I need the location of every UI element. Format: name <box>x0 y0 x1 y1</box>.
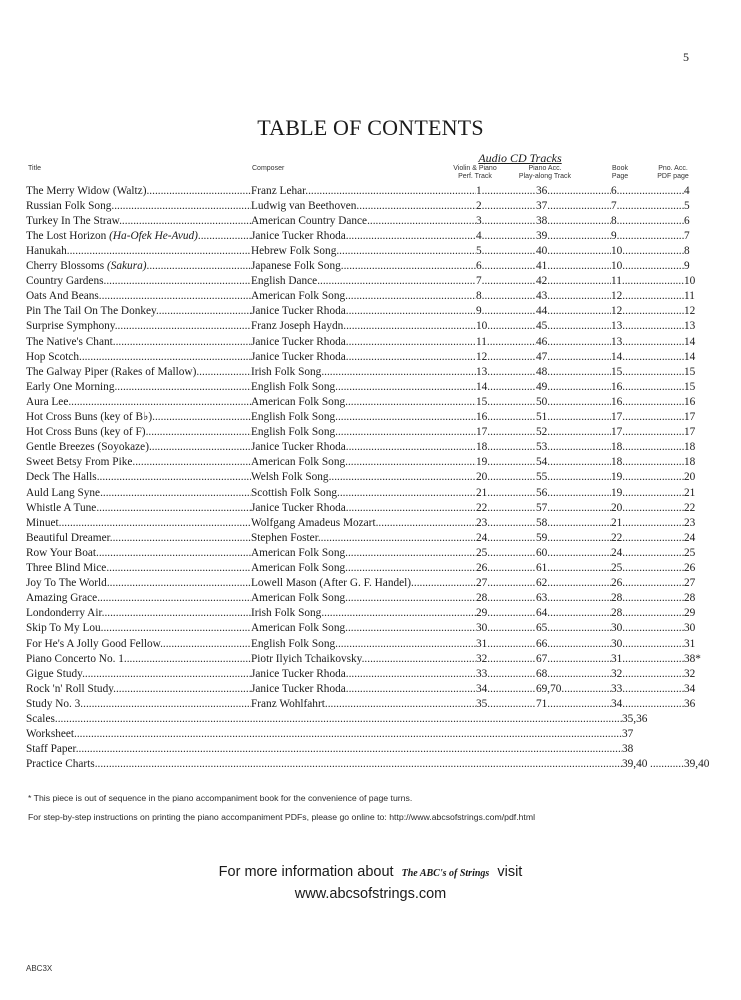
toc-row <box>0 516 741 531</box>
entry-pdf-page: 9 <box>684 260 690 272</box>
entry-perf-track: 8 ..... <box>476 289 536 304</box>
entry-perf-track: 16 ..... <box>476 410 536 425</box>
entry-title: Russian Folk Song ..... <box>26 199 251 214</box>
entry-title: The Native's Chant ..... <box>26 335 251 350</box>
extra-book-page: 39,40 <box>622 758 648 771</box>
entry-playalong-track: 62 ..... <box>536 576 611 591</box>
toc-row <box>0 410 741 425</box>
entry-composer: Janice Tucker Rhoda ..... <box>251 304 476 319</box>
entry-pdf-page: 6 <box>684 214 690 227</box>
toc-row <box>0 546 741 561</box>
entry-composer: Lowell Mason (After G. F. Handel) ..... <box>251 576 476 591</box>
footnote-pdf-instructions: For step-by-step instructions on printing the piano accompaniment PDFs, please go online to: http://www.abcsofstrings.com/pdf.html <box>28 812 536 822</box>
entry-playalong-track: 44 ..... <box>536 304 611 319</box>
toc-row <box>0 319 741 334</box>
entry-playalong-track: 51 ..... <box>536 410 611 425</box>
entry-composer: Franz Joseph Haydn ..... <box>251 319 476 334</box>
extra-title: Staff Paper ..... <box>26 742 622 757</box>
entry-title: Hop Scotch ..... <box>26 350 251 365</box>
entry-perf-track: 32 ..... <box>476 652 536 667</box>
entry-pdf-page: 38* <box>684 652 701 665</box>
column-header-perf-line1: Violin & Piano <box>453 165 497 172</box>
entry-perf-track: 5 ..... <box>476 244 536 259</box>
entry-title: Auld Lang Syne ..... <box>26 486 251 501</box>
entry-book-page: 11 ..... <box>611 274 684 289</box>
toc-row-extra <box>0 712 741 727</box>
entry-playalong-track: 38 ..... <box>536 214 611 229</box>
entry-title: Oats And Beans ..... <box>26 289 251 304</box>
more-info-line <box>0 862 741 884</box>
entry-playalong-track: 48 ..... <box>536 365 611 380</box>
column-header-pdf-line2: PDF page <box>657 173 689 180</box>
entry-perf-track: 22 ..... <box>476 501 536 516</box>
entry-book-page: 9 ..... <box>611 229 684 244</box>
entry-title: Skip To My Lou ..... <box>26 621 251 636</box>
entry-title: Deck The Halls ..... <box>26 470 251 485</box>
entry-title: Cherry Blossoms (Sakura) ..... <box>26 259 251 274</box>
column-header-book-line1: Book <box>612 165 628 172</box>
entry-pdf-page: 5 <box>684 199 690 212</box>
toc-row <box>0 214 741 229</box>
column-header-playalong-line1: Piano Acc. <box>528 165 562 172</box>
entry-playalong-track: 39 ..... <box>536 229 611 244</box>
entry-book-page: 32 ..... <box>611 667 684 682</box>
extra-title: Scales ..... <box>26 712 622 727</box>
column-header-pdf-page <box>650 165 696 181</box>
entry-pdf-page: 31 <box>684 637 696 650</box>
entry-perf-track: 13 ..... <box>476 365 536 380</box>
entry-book-page: 17 ..... <box>611 425 684 440</box>
toc-row <box>0 470 741 485</box>
column-header-book-line2: Page <box>611 173 629 180</box>
entry-playalong-track: 69,70 ..... <box>536 682 611 697</box>
column-header-book-page <box>598 165 642 181</box>
entry-pdf-page: 15 <box>684 380 696 393</box>
toc-row <box>0 652 741 667</box>
entry-title: Joy To The World ..... <box>26 576 251 591</box>
entry-book-page: 26 ..... <box>611 576 684 591</box>
entry-perf-track: 11 ..... <box>476 335 536 350</box>
entry-book-page: 19 ..... <box>611 486 684 501</box>
entry-title: Pin The Tail On The Donkey ..... <box>26 304 251 319</box>
entry-pdf-page: 16 <box>684 395 696 408</box>
toc-row <box>0 682 741 697</box>
entry-composer: American Folk Song ..... <box>251 591 476 606</box>
toc-row <box>0 425 741 440</box>
entry-book-page: 8 ..... <box>611 214 684 229</box>
entry-title: Surprise Symphony ..... <box>26 319 251 334</box>
entry-composer: Franz Lehar ..... <box>251 184 476 199</box>
entry-book-page: 13 ..... <box>611 319 684 334</box>
toc-row <box>0 621 741 636</box>
entry-perf-track: 6 ..... <box>476 259 536 274</box>
entry-composer: Janice Tucker Rhoda ..... <box>251 682 476 697</box>
entry-title: Hot Cross Buns (key of F) ..... <box>26 425 251 440</box>
toc-row <box>0 289 741 304</box>
entry-perf-track: 23 ..... <box>476 516 536 531</box>
entry-book-page: 34 ..... <box>611 697 684 712</box>
extra-pdf-leader <box>650 757 684 772</box>
entry-book-page: 21 ..... <box>611 516 684 531</box>
entry-pdf-page: 15 <box>684 365 696 378</box>
toc-row <box>0 455 741 470</box>
entry-pdf-page: 18 <box>684 456 696 469</box>
toc-row <box>0 199 741 214</box>
toc-row <box>0 274 741 289</box>
extra-book-page: 37 <box>622 728 634 741</box>
entry-composer: American Country Dance ..... <box>251 214 476 229</box>
entry-playalong-track: 52 ..... <box>536 425 611 440</box>
toc-row <box>0 259 741 274</box>
column-header-playalong-line2: Play-along Track <box>518 173 572 180</box>
entry-book-page: 28 ..... <box>611 606 684 621</box>
entry-pdf-page: 21 <box>684 486 696 499</box>
column-header-perf-track <box>440 165 510 181</box>
entry-perf-track: 31 ..... <box>476 637 536 652</box>
entry-playalong-track: 60 ..... <box>536 546 611 561</box>
entry-perf-track: 34 ..... <box>476 682 536 697</box>
toc-row <box>0 244 741 259</box>
entry-pdf-page: 13 <box>684 320 696 333</box>
entry-book-page: 30 ..... <box>611 637 684 652</box>
toc-row <box>0 335 741 350</box>
entry-title: The Lost Horizon (Ha-Ofek He-Avud) ..... <box>26 229 251 244</box>
entry-book-page: 28 ..... <box>611 591 684 606</box>
toc-row <box>0 229 741 244</box>
entry-composer: Franz Wohlfahrt ..... <box>251 697 476 712</box>
entry-title: The Galway Piper (Rakes of Mallow) ..... <box>26 365 251 380</box>
entry-pdf-page: 29 <box>684 607 696 620</box>
entry-perf-track: 10 ..... <box>476 319 536 334</box>
entry-pdf-page: 36 <box>684 697 696 710</box>
entry-perf-track: 27 ..... <box>476 576 536 591</box>
entry-perf-track: 3 ..... <box>476 214 536 229</box>
entry-perf-track: 9 ..... <box>476 304 536 319</box>
entry-composer: Piotr Ilyich Tchaikovsky ..... <box>251 652 476 667</box>
entry-pdf-page: 25 <box>684 546 696 559</box>
entry-composer: Stephen Foster ..... <box>251 531 476 546</box>
entry-pdf-page: 23 <box>684 516 696 529</box>
entry-pdf-page: 11 <box>684 290 695 303</box>
column-header-title <box>28 165 41 173</box>
more-info-suffix: visit <box>497 864 523 880</box>
entry-book-page: 16 ..... <box>611 380 684 395</box>
entry-perf-track: 25 ..... <box>476 546 536 561</box>
entry-perf-track: 15 ..... <box>476 395 536 410</box>
column-header-composer <box>252 165 284 173</box>
entry-book-page: 7 ..... <box>611 199 684 214</box>
entry-pdf-page: 17 <box>684 411 696 423</box>
toc-row <box>0 184 741 199</box>
toc-row <box>0 697 741 712</box>
entry-composer: Wolfgang Amadeus Mozart ..... <box>251 516 476 531</box>
toc-row <box>0 576 741 591</box>
toc-row-extra <box>0 742 741 757</box>
extra-book-page: 35,36 <box>622 713 648 725</box>
entry-pdf-page: 10 <box>684 275 696 288</box>
entry-title: Early One Morning ..... <box>26 380 251 395</box>
entry-composer: American Folk Song ..... <box>251 395 476 410</box>
toc-row <box>0 395 741 410</box>
entry-book-page: 33 ..... <box>611 682 684 697</box>
entry-pdf-page: 26 <box>684 562 696 574</box>
entry-title: Londonderry Air ..... <box>26 606 251 621</box>
entry-playalong-track: 50 ..... <box>536 395 611 410</box>
entry-composer: English Folk Song ..... <box>251 425 476 440</box>
entry-composer: Welsh Folk Song ..... <box>251 470 476 485</box>
entry-pdf-page: 18 <box>684 441 696 454</box>
entry-perf-track: 24 ..... <box>476 531 536 546</box>
entry-playalong-track: 65 ..... <box>536 621 611 636</box>
entry-playalong-track: 45 ..... <box>536 319 611 334</box>
entry-title: Gigue Study ..... <box>26 667 251 682</box>
extra-title: Worksheet ..... <box>26 727 622 742</box>
entry-book-page: 22 ..... <box>611 531 684 546</box>
toc-row <box>0 365 741 380</box>
entry-title: Row Your Boat ..... <box>26 546 251 561</box>
entry-book-page: 10 ..... <box>611 259 684 274</box>
entry-title: Turkey In The Straw ..... <box>26 214 251 229</box>
entry-perf-track: 30 ..... <box>476 621 536 636</box>
entry-title: Piano Concerto No. 1 ..... <box>26 652 251 667</box>
column-header-title-text: Title <box>28 165 41 172</box>
entry-pdf-page: 32 <box>684 667 696 680</box>
entry-playalong-track: 42 ..... <box>536 274 611 289</box>
entry-perf-track: 4 ..... <box>476 229 536 244</box>
entry-pdf-page: 8 <box>684 244 690 257</box>
entry-playalong-track: 41 ..... <box>536 259 611 274</box>
entry-composer: Janice Tucker Rhoda ..... <box>251 440 476 455</box>
entry-book-page: 31 ..... <box>611 652 684 667</box>
entry-book-page: 13 ..... <box>611 335 684 350</box>
toc-row <box>0 350 741 365</box>
entry-playalong-track: 54 ..... <box>536 455 611 470</box>
entry-composer: English Folk Song ..... <box>251 410 476 425</box>
column-header-perf-line2: Perf. Track <box>458 173 492 180</box>
entry-perf-track: 35 ..... <box>476 697 536 712</box>
extra-title: Practice Charts ..... <box>26 757 622 772</box>
entry-title: Whistle A Tune ..... <box>26 501 251 516</box>
entry-composer: English Dance ..... <box>251 274 476 289</box>
entry-book-page: 18 ..... <box>611 455 684 470</box>
entry-composer: Janice Tucker Rhoda ..... <box>251 667 476 682</box>
entry-playalong-track: 67 ..... <box>536 652 611 667</box>
toc-row <box>0 591 741 606</box>
entry-composer: Scottish Folk Song ..... <box>251 486 476 501</box>
footnote-asterisk: * This piece is out of sequence in the piano accompaniment book for the convenience of page turns. <box>28 793 413 803</box>
entry-composer: Janice Tucker Rhoda ..... <box>251 350 476 365</box>
entry-perf-track: 7 ..... <box>476 274 536 289</box>
entry-playalong-track: 46 ..... <box>536 335 611 350</box>
toc-row <box>0 667 741 682</box>
entry-pdf-page: 14 <box>684 350 696 363</box>
entry-pdf-page: 28 <box>684 592 696 605</box>
entry-book-page: 30 ..... <box>611 621 684 636</box>
entry-book-page: 12 ..... <box>611 304 684 319</box>
entry-title: The Merry Widow (Waltz) ..... <box>26 184 251 199</box>
entry-book-page: 20 ..... <box>611 501 684 516</box>
entry-book-page: 10 ..... <box>611 244 684 259</box>
more-info-prefix: For more information about <box>218 864 394 880</box>
entry-book-page: 24 ..... <box>611 546 684 561</box>
entry-playalong-track: 36 ..... <box>536 184 611 199</box>
entry-composer: Janice Tucker Rhoda ..... <box>251 335 476 350</box>
entry-perf-track: 33 ..... <box>476 667 536 682</box>
toc-row <box>0 440 741 455</box>
entry-pdf-page: 4 <box>684 184 690 197</box>
entry-perf-track: 2 ..... <box>476 199 536 214</box>
entry-title: Aura Lee ..... <box>26 395 251 410</box>
entry-title: Study No. 3 ..... <box>26 697 251 712</box>
toc-row <box>0 606 741 621</box>
entry-playalong-track: 66 ..... <box>536 637 611 652</box>
entry-playalong-track: 61 ..... <box>536 561 611 576</box>
website-url[interactable]: www.abcsofstrings.com <box>294 886 447 902</box>
entry-composer: American Folk Song ..... <box>251 546 476 561</box>
page-number: 5 <box>683 50 689 64</box>
entry-book-page: 19 ..... <box>611 470 684 485</box>
entry-playalong-track: 63 ..... <box>536 591 611 606</box>
entry-pdf-page: 27 <box>684 577 696 590</box>
entry-playalong-track: 49 ..... <box>536 380 611 395</box>
entry-perf-track: 12 ..... <box>476 350 536 365</box>
entry-book-page: 25 ..... <box>611 561 684 576</box>
entry-playalong-track: 43 ..... <box>536 289 611 304</box>
extra-book-page: 38 <box>622 743 634 756</box>
toc-row <box>0 304 741 319</box>
toc-row <box>0 486 741 501</box>
entry-pdf-page: 7 <box>684 229 690 242</box>
entry-pdf-page: 30 <box>684 622 696 635</box>
column-header-pdf-line1: Pno. Acc. <box>658 165 688 172</box>
entry-perf-track: 21 ..... <box>476 486 536 501</box>
entry-title: Three Blind Mice ..... <box>26 561 251 576</box>
entry-composer: Hebrew Folk Song ..... <box>251 244 476 259</box>
entry-composer: American Folk Song ..... <box>251 455 476 470</box>
entry-title: For He's A Jolly Good Fellow ..... <box>26 637 251 652</box>
toc-row-extra <box>0 727 741 742</box>
entry-title: Amazing Grace ..... <box>26 591 251 606</box>
entry-title: Minuet ..... <box>26 516 251 531</box>
entry-playalong-track: 37 ..... <box>536 199 611 214</box>
entry-pdf-page: 20 <box>684 471 696 484</box>
column-header-composer-text: Composer <box>252 165 285 172</box>
entry-composer: American Folk Song ..... <box>251 289 476 304</box>
entry-title-foreign: (Sakura) <box>106 260 147 272</box>
entry-playalong-track: 64 ..... <box>536 606 611 621</box>
entry-composer: English Folk Song ..... <box>251 637 476 652</box>
entry-book-page: 16 ..... <box>611 395 684 410</box>
entry-perf-track: 29 ..... <box>476 606 536 621</box>
entry-playalong-track: 59 ..... <box>536 531 611 546</box>
toc-row <box>0 380 741 395</box>
entry-playalong-track: 56 ..... <box>536 486 611 501</box>
entry-composer: Irish Folk Song ..... <box>251 365 476 380</box>
entry-perf-track: 1 ..... <box>476 184 536 199</box>
brand-logo-text: The ABC's of Strings <box>401 868 490 879</box>
entry-perf-track: 17 ..... <box>476 425 536 440</box>
entry-composer: English Folk Song ..... <box>251 380 476 395</box>
entry-perf-track: 26 ..... <box>476 561 536 576</box>
entry-playalong-track: 47 ..... <box>536 350 611 365</box>
entry-pdf-page: 14 <box>684 335 696 348</box>
entry-title: Country Gardens ..... <box>26 274 251 289</box>
entry-playalong-track: 58 ..... <box>536 516 611 531</box>
entry-book-page: 12 ..... <box>611 289 684 304</box>
entry-title: Beautiful Dreamer ..... <box>26 531 251 546</box>
entry-playalong-track: 71 ..... <box>536 697 611 712</box>
entry-perf-track: 28 ..... <box>476 591 536 606</box>
page-title: TABLE OF CONTENTS <box>257 115 484 140</box>
entry-title-foreign: (Ha-Ofek He-Avud) <box>109 229 198 242</box>
entry-playalong-track: 55 ..... <box>536 470 611 485</box>
entry-composer: American Folk Song ..... <box>251 621 476 636</box>
entry-playalong-track: 40 ..... <box>536 244 611 259</box>
entry-playalong-track: 68 ..... <box>536 667 611 682</box>
toc-row <box>0 637 741 652</box>
entry-composer: Irish Folk Song ..... <box>251 606 476 621</box>
entry-book-page: 17 ..... <box>611 410 684 425</box>
toc-row <box>0 561 741 576</box>
entry-composer: Ludwig van Beethoven ..... <box>251 199 476 214</box>
entry-perf-track: 18 ..... <box>476 440 536 455</box>
extra-pdf-page-value: 39,40 <box>684 758 710 771</box>
toc-row <box>0 501 741 516</box>
toc-row <box>0 531 741 546</box>
audio-cd-tracks-header: Audio CD Tracks <box>478 151 562 165</box>
entry-pdf-page: 34 <box>684 682 696 695</box>
entry-pdf-page: 17 <box>684 426 696 439</box>
column-header-playalong-track <box>505 165 585 181</box>
entry-book-page: 14 ..... <box>611 350 684 365</box>
entry-pdf-page: 22 <box>684 501 696 514</box>
entry-book-page: 6 ..... <box>611 184 684 199</box>
toc-row-extra <box>0 757 741 772</box>
entry-composer: American Folk Song ..... <box>251 561 476 576</box>
entry-title: Rock 'n' Roll Study ..... <box>26 682 251 697</box>
entry-composer: Janice Tucker Rhoda ..... <box>251 229 476 244</box>
entry-playalong-track: 57 ..... <box>536 501 611 516</box>
entry-perf-track: 20 ..... <box>476 470 536 485</box>
entry-book-page: 18 ..... <box>611 440 684 455</box>
more-info-block <box>0 862 741 905</box>
entry-perf-track: 14 ..... <box>476 380 536 395</box>
entry-pdf-page: 24 <box>684 531 696 544</box>
entry-perf-track: 19 ..... <box>476 455 536 470</box>
entry-title: Sweet Betsy From Pike ..... <box>26 455 251 470</box>
footer-code: ABC3X <box>26 964 53 973</box>
entry-title: Gentle Breezes (Soyokaze) ..... <box>26 440 251 455</box>
entry-book-page: 15 ..... <box>611 365 684 380</box>
entry-playalong-track: 53 ..... <box>536 440 611 455</box>
entry-pdf-page: 12 <box>684 305 696 318</box>
entry-title: Hot Cross Buns (key of B♭) ..... <box>26 410 251 425</box>
entry-composer: Japanese Folk Song ..... <box>251 259 476 274</box>
entry-title: Hanukah ..... <box>26 244 251 259</box>
entry-composer: Janice Tucker Rhoda ..... <box>251 501 476 516</box>
